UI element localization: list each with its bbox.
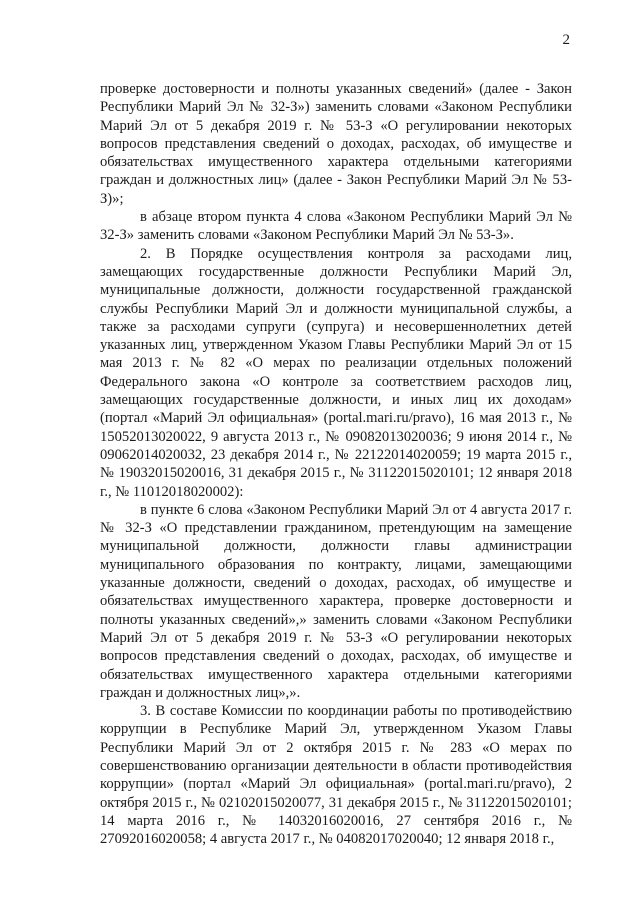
paragraph-item-2-expense-control: 2. В Порядке осуществления контроля за расходами лиц, замещающих государственные должности Республики Марий Эл, муниципальные должности, должности государственной гражданской службы Республики Марий Эл и должности муниципальной службы, а также за расходами супруги (супруга) и несовершеннолетних детей указанных лиц, утвержденном Указом Главы Республики Марий Эл от 15 мая 2013 г. № 82 «О мерах по реализации отдельных положений Федерального закона «О контроле за соответствием расходов лиц, замещающих государственные должности, и иных лиц их доходам» (портал «Марий Эл официальная» (portal.mari.ru/pravo), 16 мая 2013 г., № 15052013020022, 9 августа 2013 г., № 09082013020036; 9 июня 2014 г., № 09062014020032, 23 декабря 2014 г., № 22122014020059; 19 марта 2015 г., № 19032015020016, 31 декабря 2015 г., № 31122015020101; 12 января 2018 г., № 11012018020002): [100,245,572,500]
page-number: 2 [562,32,570,48]
paragraph-section-4-amendment: в абзаце втором пункта 4 слова «Законом Республики Марий Эл № 32-З» заменить словами «Законом Республики Марий Эл № 53-З». [100,209,572,244]
document-body [100,80,572,848]
paragraph-item-6-replacement: в пункте 6 слова «Законом Республики Марий Эл от 4 августа 2017 г. № 32-З «О представлении гражданином, претендующим на замещение муниципальной должности, должности главы администрации муниципального образования по контракту, лицами, замещающими указанные должности, сведений о доходах, расходах, об имуществе и обязательствах имущественного характера, проверке достоверности и полноты указанных сведений»,» заменить словами «Законом Республики Марий Эл от 5 декабря 2019 г. № 53-З «О регулировании некоторых вопросов представления сведений о доходах, расходах, об имуществе и обязательствах имущественного характера отдельными категориями граждан и должностных лиц»,». [100,501,572,701]
paragraph-law-reference-continuation: проверке достоверности и полноты указанных сведений» (далее - Закон Республики Марий Эл № 32-З») заменить словами «Законом Республики Марий Эл от 5 декабря 2019 г. № 53-З «О регулировании некоторых вопросов представления сведений о доходах, расходах, об имуществе и обязательствах имущественного характера отдельными категориями граждан и должностных лиц» (далее - Закон Республики Марий Эл № 53-З)»; [100,81,572,207]
paragraph-item-3-commission: 3. В составе Комиссии по координации работы по противодействию коррупции в Республике Марий Эл, утвержденном Указом Главы Республики Марий Эл от 2 октября 2015 г. № 283 «О мерах по совершенствованию организации деятельности в области противодействия коррупции» (портал «Марий Эл официальная» (portal.mari.ru/pravo), 2 октября 2015 г., № 02102015020077, 31 декабря 2015 г., № 31122015020101; 14 марта 2016 г., № 14032016020016, 27 сентября 2016 г., № 27092016020058; 4 августа 2017 г., № 04082017020040; 12 января 2018 г., [100,703,572,848]
